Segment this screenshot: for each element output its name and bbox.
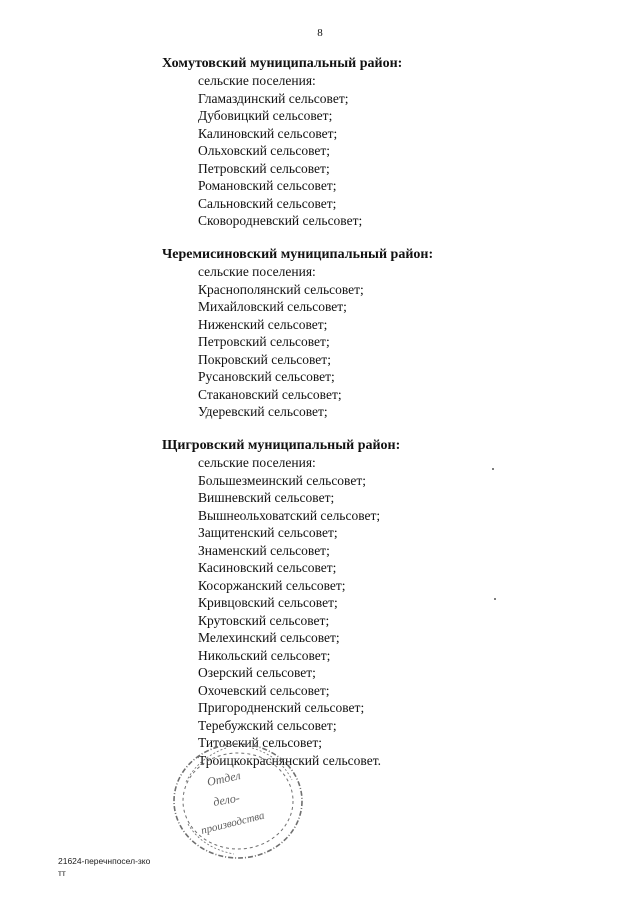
settlement-item: Романовский сельсовет;	[198, 178, 337, 193]
settlement-item: Знаменский сельсовет;	[198, 542, 330, 558]
settlement-item: Ольховский сельсовет;	[198, 143, 331, 158]
district-section-shchigrovsky	[162, 437, 582, 769]
settlement-list	[162, 281, 582, 421]
settlement-item: Покровский сельсовет;	[198, 351, 331, 367]
scan-speck	[492, 468, 494, 470]
settlement-item: Крутовский сельсовет;	[198, 612, 330, 628]
stamp-line-1: Отдел	[205, 768, 242, 789]
settlement-list	[162, 90, 582, 230]
settlements-subheading: сельские поселения:	[198, 455, 316, 470]
settlement-list	[162, 472, 582, 770]
settlement-item: Вышнеольховатский сельсовет;	[198, 507, 381, 523]
district-section-cheremisinovsky	[162, 246, 582, 421]
district-heading: Хомутовский муниципальный район:	[162, 56, 403, 71]
settlement-item: Пригородненский сельсовет;	[198, 700, 365, 715]
settlement-item: Троицкокраснянский сельсовет.	[198, 752, 381, 768]
settlement-item: Петровский сельсовет;	[198, 334, 330, 349]
settlement-item: Михайловский сельсовет;	[198, 299, 347, 314]
settlement-item: Дубовицкий сельсовет;	[198, 108, 333, 123]
document-reference-line-2: тт	[58, 868, 66, 878]
settlement-item: Петровский сельсовет;	[198, 160, 330, 176]
settlement-item: Русановский сельсовет;	[198, 369, 335, 384]
district-heading: Черемисиновский муниципальный район:	[162, 247, 434, 262]
district-section-khomutovsky	[162, 55, 582, 230]
settlement-item: Калиновский сельсовет;	[198, 125, 338, 141]
scan-speck	[494, 598, 496, 600]
settlement-item: Вишневский сельсовет;	[198, 490, 335, 505]
settlement-item: Кривцовский сельсовет;	[198, 595, 338, 610]
settlement-item: Удеревский сельсовет;	[198, 404, 328, 419]
settlement-item: Касиновский сельсовет;	[198, 560, 337, 575]
settlement-item: Косоржанский сельсовет;	[198, 577, 346, 593]
settlements-subheading: сельские поселения:	[198, 73, 316, 88]
document-reference-line-1: 21624-перечнпосел-зко	[58, 856, 151, 866]
district-heading: Щигровский муниципальный район:	[162, 438, 401, 453]
settlement-item: Сковородневский сельсовет;	[198, 213, 363, 228]
settlement-item: Мелехинский сельсовет;	[198, 630, 340, 645]
settlement-item: Большезмеинский сельсовет;	[198, 472, 366, 488]
settlement-item: Теребужский сельсовет;	[198, 717, 337, 733]
settlement-item: Ниженский сельсовет;	[198, 316, 328, 332]
document-reference	[58, 855, 188, 879]
settlement-item: Титовский сельсовет;	[198, 735, 322, 750]
settlement-item: Краснополянский сельсовет;	[198, 281, 364, 297]
settlement-item: Сальновский сельсовет;	[198, 195, 337, 211]
settlement-item: Гламаздинский сельсовет;	[198, 90, 349, 106]
settlement-item: Никольский сельсовет;	[198, 647, 331, 663]
stamp-line-2: дело-	[212, 790, 241, 809]
office-stamp	[168, 738, 308, 864]
settlements-subheading: сельские поселения:	[198, 264, 316, 279]
settlement-item: Стакановский сельсовет;	[198, 386, 342, 402]
stamp-line-3: производства	[199, 809, 266, 837]
settlement-item: Озерский сельсовет;	[198, 665, 316, 680]
page-number: 8	[317, 27, 323, 39]
settlement-item: Охочевский сельсовет;	[198, 682, 330, 698]
settlement-item: Защитенский сельсовет;	[198, 525, 338, 540]
